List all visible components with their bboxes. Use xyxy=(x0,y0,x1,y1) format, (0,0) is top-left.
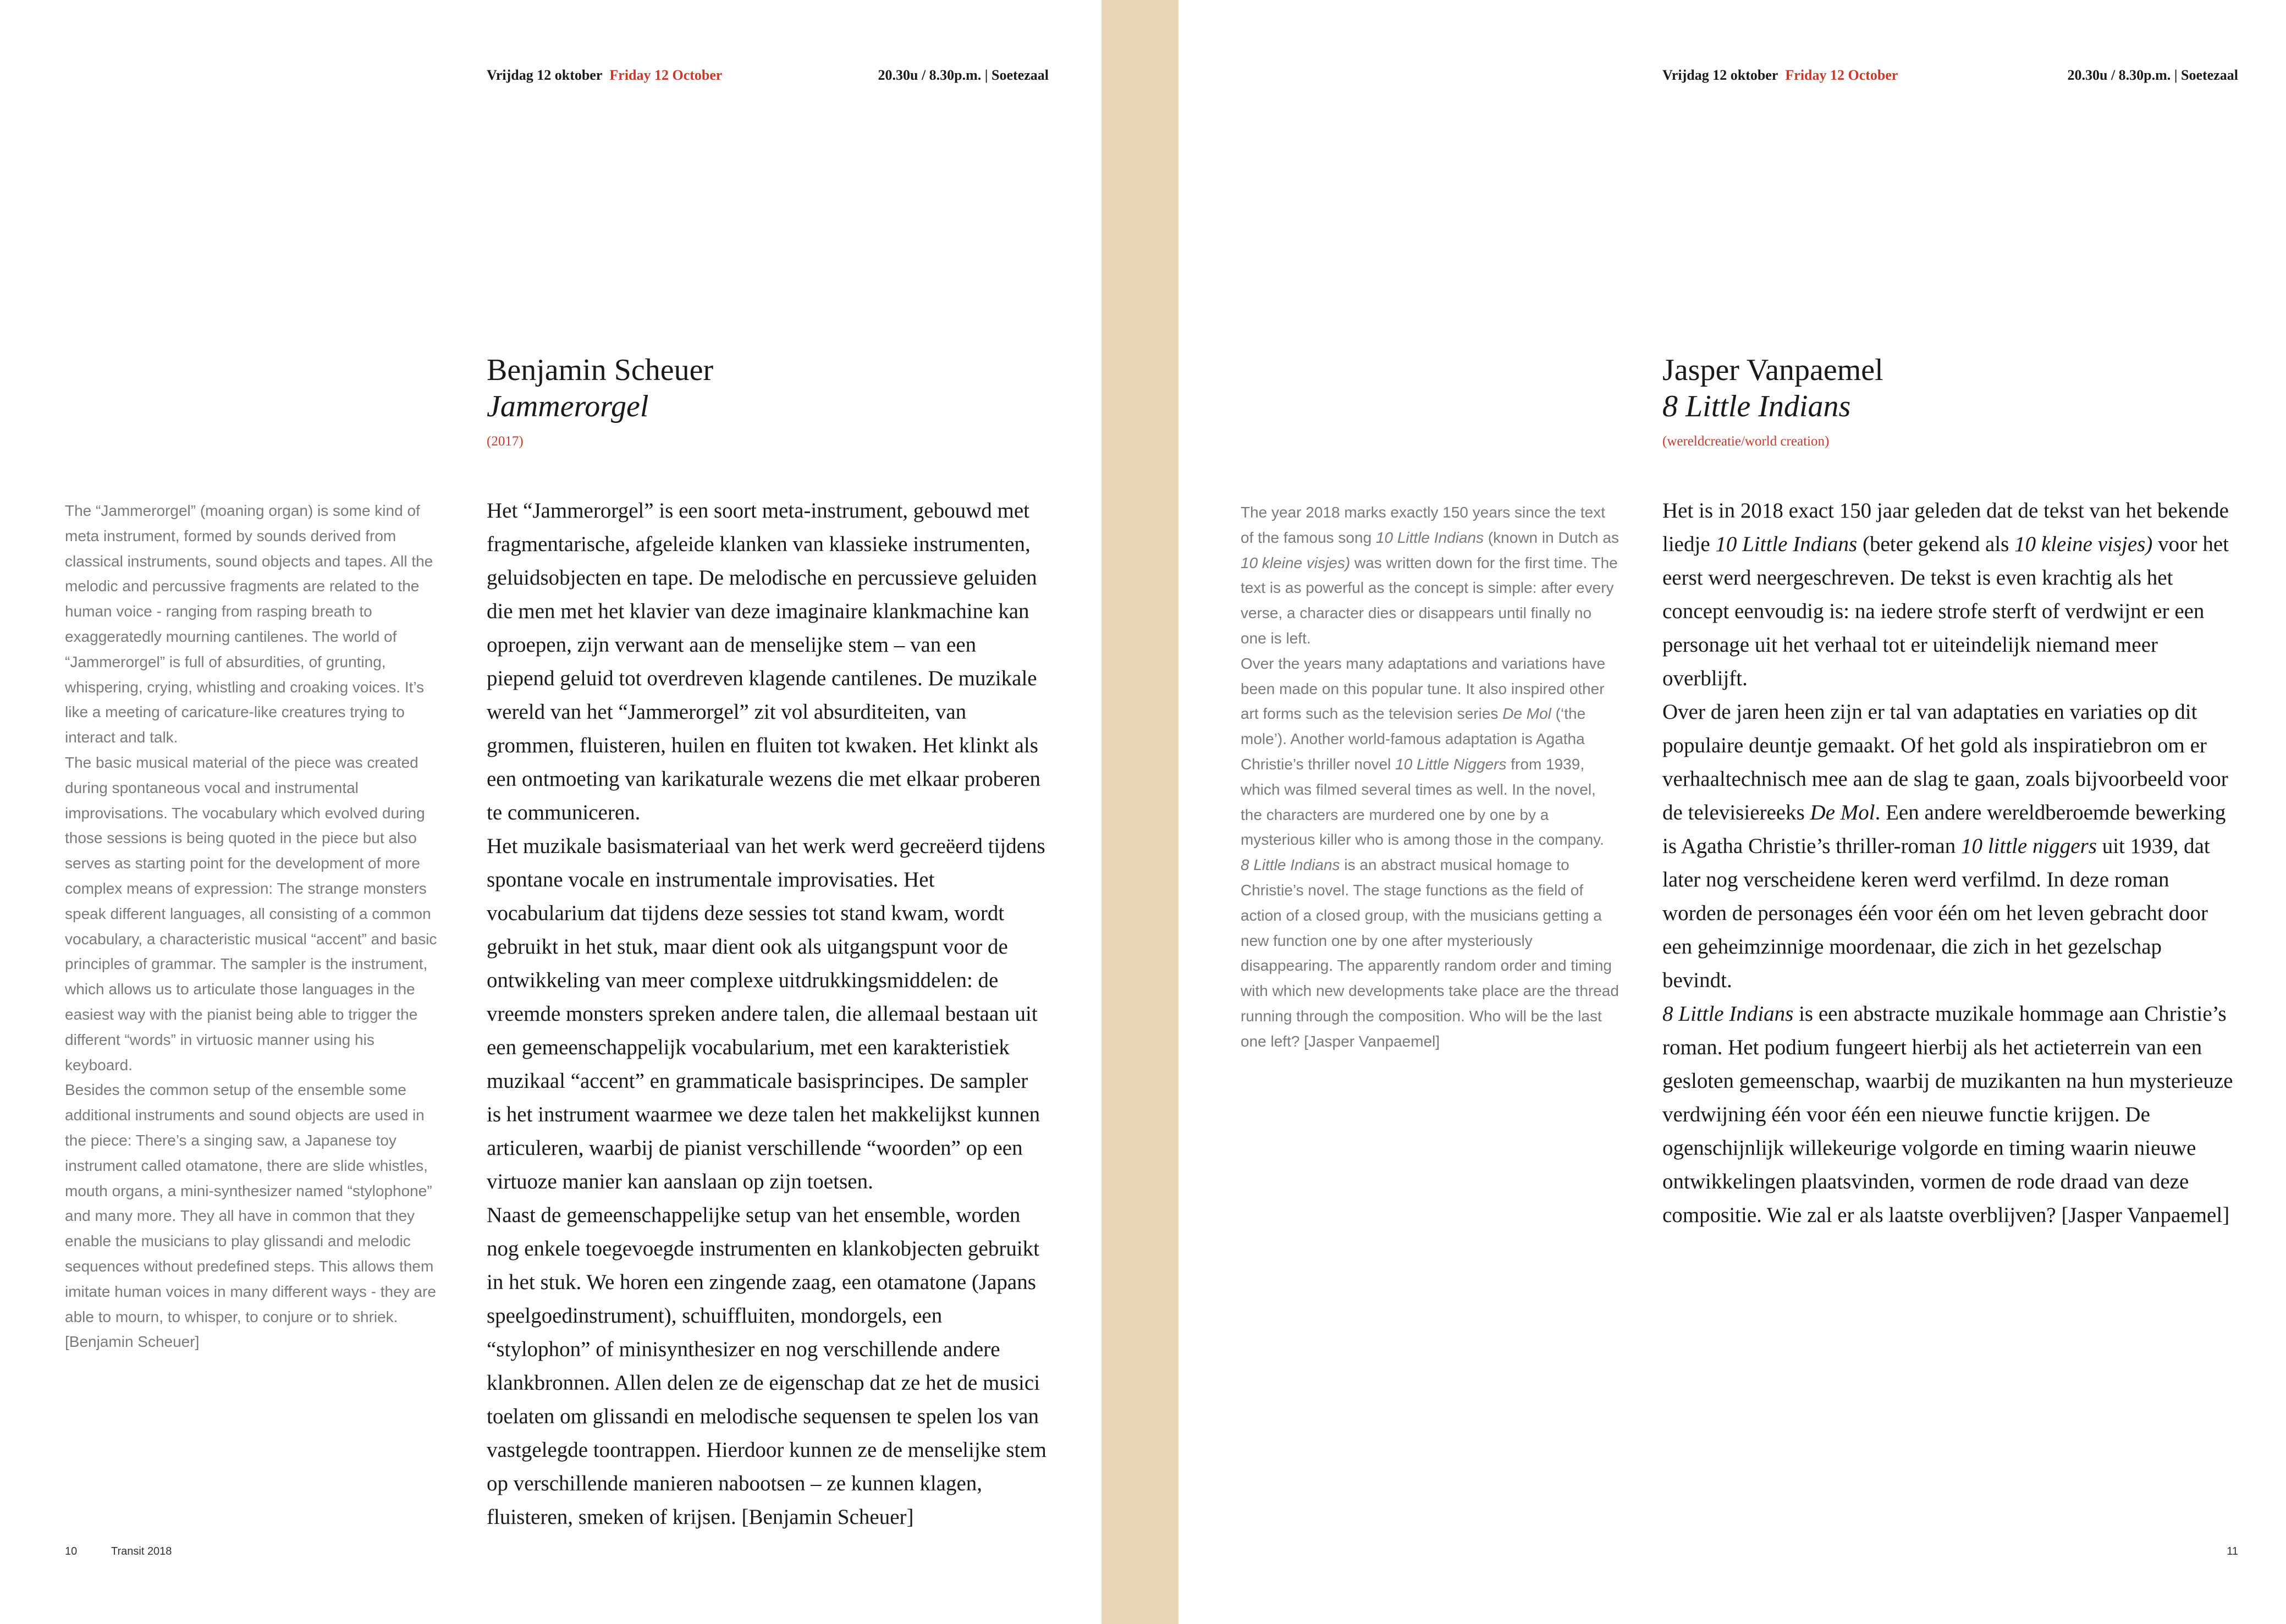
header-time-venue: 20.30u / 8.30p.m. | Soetezaal xyxy=(878,67,1049,83)
dutch-paragraph: Het “Jammerorgel” is een soort meta-instrument, gebouwd met fragmentarische, afgeleide klanken van klassieke instrumenten, geluidsobjecten en tape. De melodische en percussieve geluiden die men met het klavier van deze imaginaire klankmachine kan oproepen, zijn verwant aan de menselijke stem – van een piepend geluid tot overdreven klagende cantilenes. De muzikale wereld van het “Jammerorgel” zit vol absurditeiten, van grommen, fluisteren, huilen en fluiten tot kwaken. Het klinkt als een ontmoeting van karikaturale wezens die met elkaar proberen te communiceren. xyxy=(487,499,1041,824)
english-paragraph: Besides the common setup of the ensemble some additional instruments and sound objects are used in the piece: There’s a singing saw, a Japanese toy instrument called otamatone, there are slide whistles, mouth organs, a mini-synthesizer named “stylophone” and many more. They all have in common that they enable the musicians to play glissandi and melodic sequences without predefined steps. This allows them imitate human voices in many different ways - they are able to mourn, to whisper, to conjure or to shriek. [Benjamin Scheuer] xyxy=(65,1081,436,1351)
work-title: 8 Little Indians xyxy=(1662,389,1851,423)
dutch-paragraph: Het is in 2018 exact 150 jaar geleden dat de tekst van het bekende liedje 10 Little Indians (beter gekend als 10 kleine visjes) voor het eerst werd neergeschreven. De tekst is even krachtig als het concept eenvoudig is: na iedere strofe sterft of verdwijnt er een personage uit het verhaal tot er uiteindelijk niemand meer overblijft. xyxy=(1662,499,2229,690)
header-date-nl: Vrijdag 12 oktober xyxy=(1662,67,1778,83)
dutch-paragraph: Naast de gemeenschappelijke setup van het ensemble, worden nog enkele toegevoegde instrumenten en klankobjecten gebruikt in het stuk. We horen een zingende zaag, een otamatone (Japans speelgoedinstrument), schuiffluiten, mondorgels, een “stylophon” of minisynthesizer en nog verschillende andere klankbronnen. Allen delen ze de eigenschap dat ze het de musici toelaten om glissandi en melodische sequensen te spelen los van vastgelegde toontrappen. Hierdoor kunnen ze de menselijke stem op verschillende manieren nabootsen – ze kunnen klagen, fluisteren, smeken of krijsen. [Benjamin Scheuer] xyxy=(487,1203,1046,1529)
header-date xyxy=(487,67,722,84)
english-notes xyxy=(65,498,444,1355)
page-number: 11 xyxy=(2227,1545,2238,1557)
composer-name: Benjamin Scheuer xyxy=(487,353,714,387)
header-date-nl: Vrijdag 12 oktober xyxy=(487,67,603,83)
dutch-notes xyxy=(1662,494,2237,1232)
title-block xyxy=(1662,352,1883,451)
header-date xyxy=(1662,67,1898,84)
work-year: (2017) xyxy=(487,434,524,449)
dutch-notes xyxy=(487,494,1048,1534)
dutch-paragraph: Het muzikale basismateriaal van het werk werd gecreëerd tijdens spontane vocale en instrumentale improvisaties. Het vocabularium dat tijdens deze sessies tot stand kwam, wordt gebruikt in het stuk, maar dient ook als uitgangspunt voor de ontwikkeling van meer complexe uitdrukkingsmiddelen: de vreemde monsters spreken andere talen, die allemaal bestaan uit een gemeenschappelijk vocabularium, met een karakteristiek muzikaal “accent” en grammaticale basisprincipes. De sampler is het instrument waarmee we deze talen het makkelijkst kunnen articuleren, waarbij de pianist verschillende “woorden” op een virtuoze manier kan aanslaan op zijn toetsen. xyxy=(487,834,1045,1193)
right-page xyxy=(1178,0,2286,1624)
left-page xyxy=(0,0,1101,1624)
english-notes xyxy=(1241,500,1620,1054)
english-paragraph: The year 2018 marks exactly 150 years since the text of the famous song 10 Little Indians (known in Dutch as 10 kleine visjes) was written down for the first time. The text is as powerful as the concept is simple: after every verse, a character dies or disappears until finally no one is left. xyxy=(1241,504,1619,647)
composer-name: Jasper Vanpaemel xyxy=(1662,353,1883,387)
header-time-venue: 20.30u / 8.30p.m. | Soetezaal xyxy=(2067,67,2238,83)
dutch-paragraph: 8 Little Indians is een abstracte muzikale hommage aan Christie’s roman. Het podium fungeert hierbij als het actieterrein van een gesloten gemeenschap, waarbij de muzikanten na hun mysterieuze verdwijning één voor één een nieuwe functie krijgen. De ogenschijnlijk willekeurige volgorde en timing waarin nieuwe ontwikkelingen plaatsvinden, vormen de rode draad van deze compositie. Wie zal er als laatste overblijven? [Jasper Vanpaemel] xyxy=(1662,1002,2233,1227)
work-title: Jammerorgel xyxy=(487,389,649,423)
english-paragraph: 8 Little Indians is an abstract musical homage to Christie’s novel. The stage functions as the field of action of a closed group, with the musicians getting a new function one by one after mysteriously disappearing. The apparently random order and timing with which new developments take place are the thread running through the composition. Who will be the last one left? [Jasper Vanpaemel] xyxy=(1241,856,1619,1050)
publication-name: Transit 2018 xyxy=(111,1545,172,1557)
dutch-paragraph: Over de jaren heen zijn er tal van adaptaties en variaties op dit populaire deuntje gemaakt. Of het gold als inspiratiebron om er verhaaltechnisch mee aan de slag te gaan, zoals bijvoorbeeld voor de televisiereeks De Mol. Een andere wereldberoemde bewerking is Agatha Christie’s thriller-roman 10 little niggers uit 1939, dat later nog verscheidene keren werd verfilmd. In deze roman worden de personages één voor één om het leven gebracht door een geheimzinnige moordenaar, die zich in het gezelschap bevindt. xyxy=(1662,700,2228,992)
page-number: 10 xyxy=(65,1545,78,1557)
english-paragraph: The basic musical material of the piece was created during spontaneous vocal and instrumental improvisations. The vocabulary which evolved during those sessions is being quoted in the piece but also serves as starting point for the development of more complex means of expression: The strange monsters speak different languages, all consisting of a common vocabulary, a characteristic musical “accent” and basic principles of grammar. The sampler is the instrument, which allows us to articulate those languages in the easiest way with the pianist being able to trigger the different “words” in virtuosic manner using his keyboard. xyxy=(65,753,437,1074)
header-date-en: Friday 12 October xyxy=(609,67,723,83)
work-premiere-note: (wereldcreatie/world creation) xyxy=(1662,434,1830,449)
english-paragraph: The “Jammerorgel” (moaning organ) is some kind of meta instrument, formed by sounds derived from classical instruments, sound objects and tapes. All the melodic and percussive fragments are related to the human voice - ranging from rasping breath to exaggeratedly mourning cantilenes. The world of “Jammerorgel” is full of absurdities, of grunting, whispering, crying, whistling and croaking voices. It’s like a meeting of caricature-like creatures trying to interact and talk. xyxy=(65,502,433,746)
title-block xyxy=(487,352,713,451)
english-paragraph: Over the years many adaptations and variations have been made on this popular tune. It also inspired other art forms such as the television series De Mol (‘the mole’). Another world-famous adaptation is Agatha Christie’s thriller novel 10 Little Niggers from 1939, which was filmed several times as well. In the novel, the characters are murdered one by one by a mysterious killer who is among those in the company. xyxy=(1241,654,1606,849)
binding-gutter xyxy=(1101,0,1178,1624)
header-date-en: Friday 12 October xyxy=(1785,67,1898,83)
